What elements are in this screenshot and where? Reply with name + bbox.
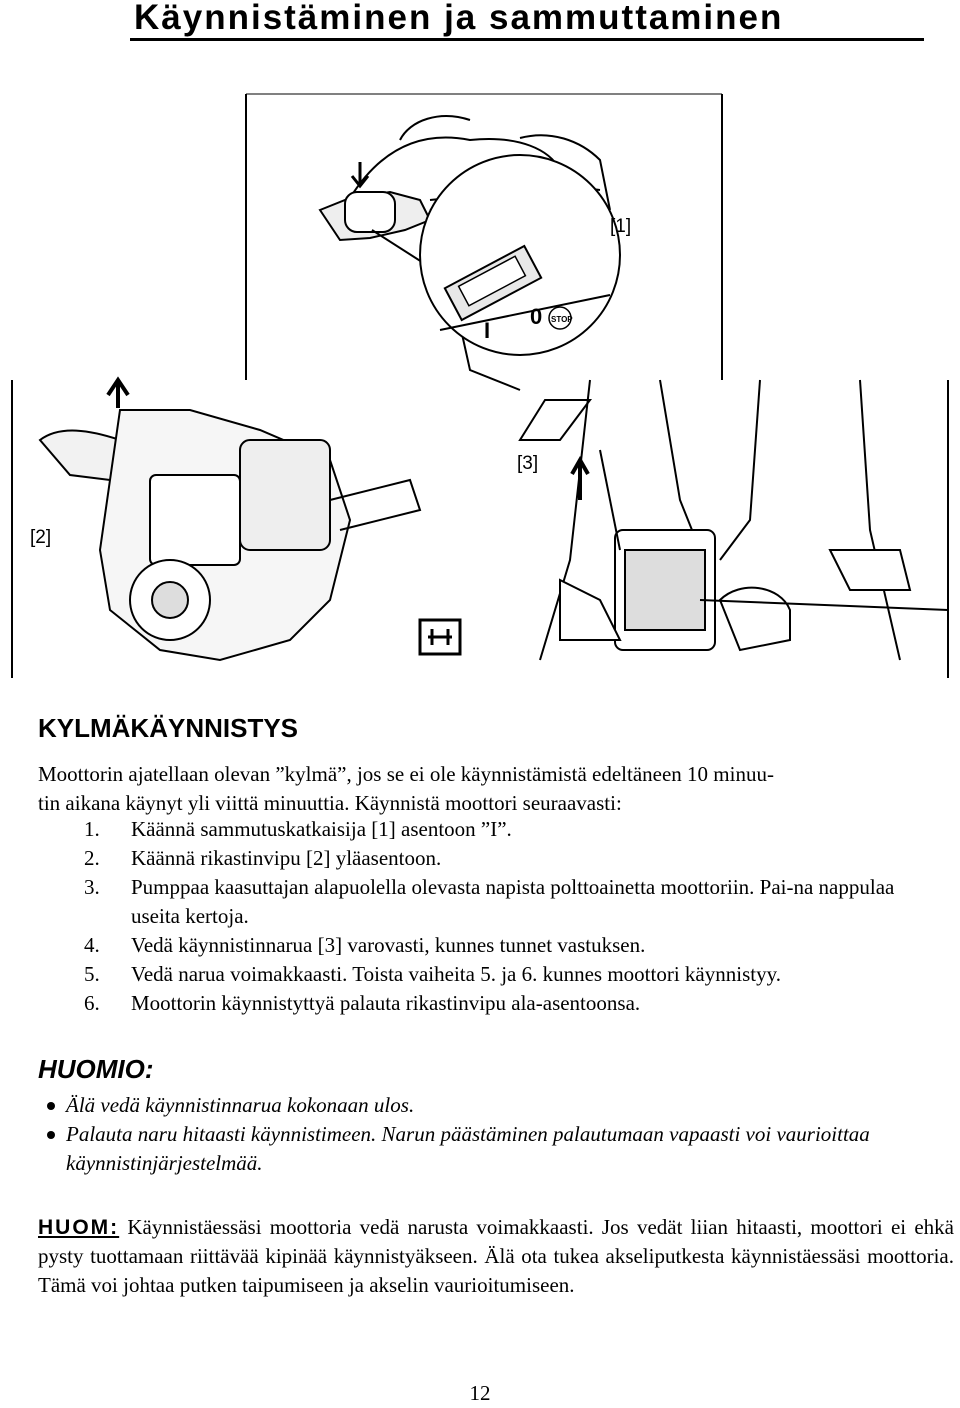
list-item: Palauta naru hitaasti käynnistimeen. Narun päästäminen palautumaan vapaasti voi vaurioittaa käynnistinjärjestelmää. <box>38 1120 938 1178</box>
stop-label: STOP <box>551 315 573 324</box>
starting-illustration <box>0 80 960 680</box>
callout-1: [1] <box>610 216 632 237</box>
list-item: Älä vedä käynnistinnarua kokonaan ulos. <box>38 1091 938 1120</box>
page-title-text: Käynnistäminen ja sammuttaminen <box>134 0 784 37</box>
list-item <box>84 960 944 989</box>
step-number: 2. <box>84 846 100 870</box>
warning-title: HUOMIO: <box>38 1054 154 1084</box>
switch-off-label: 0 <box>530 304 543 329</box>
note-paragraph <box>38 1213 954 1300</box>
list-item <box>84 844 944 873</box>
note-label: HUOM: <box>38 1216 120 1239</box>
warning-list <box>38 1091 938 1178</box>
list-item <box>84 989 944 1018</box>
list-item <box>84 931 944 960</box>
intro-line-2: tin aikana käynyt yli viittä minuuttia. Käynnistä moottori seuraavasti: <box>38 791 622 815</box>
page-title <box>130 0 924 41</box>
step-text: Käännä rikastinvipu [2] yläasentoon. <box>131 846 442 870</box>
step-text: Käännä sammutuskatkaisija [1] asentoon ”I”. <box>131 817 512 841</box>
callout-3: [3] <box>517 453 539 474</box>
steps-list <box>84 815 944 1018</box>
step-number: 3. <box>84 875 100 899</box>
list-item <box>84 873 944 931</box>
callout-2: [2] <box>30 527 52 548</box>
step-number: 4. <box>84 933 100 957</box>
engine-drawing <box>40 380 460 660</box>
step-number: 5. <box>84 962 100 986</box>
step-text: Vedä käynnistinnarua [3] varovasti, kunnes tunnet vastuksen. <box>131 933 646 957</box>
list-item <box>84 815 944 844</box>
section-title: KYLMÄKÄYNNISTYS <box>38 713 299 743</box>
step-text: Vedä narua voimakkaasti. Toista vaiheita 5. ja 6. kunnes moottori käynnistyy. <box>131 962 781 986</box>
switch-zoom-circle <box>420 155 620 355</box>
starter-pull-drawing <box>520 380 948 660</box>
note-text: Käynnistäessäsi moottoria vedä narusta voimakkaasti. Jos vedät liian hitaasti, moottori ei ehkä pysty tuottamaan riittävää kipinää käynnistyäkseen. Älä ota tukea akseliputkesta käynnistäessäsi moottoria. Tämä voi johtaa putken taipumiseen ja akselin vaurioitumiseen. <box>38 1215 954 1297</box>
switch-on-label: I <box>484 318 491 343</box>
step-number: 6. <box>84 991 100 1015</box>
step-number: 1. <box>84 817 100 841</box>
page-number: 12 <box>469 1381 491 1405</box>
step-text: Pumppaa kaasuttajan alapuolella olevasta napista polttoainetta moottoriin. Pai-na nappulaa useita kertoja. <box>131 875 895 928</box>
step-text: Moottorin käynnistyttyä palauta rikastinvipu ala-asentoonsa. <box>131 991 641 1015</box>
intro-line-1: Moottorin ajatellaan olevan ”kylmä”, jos se ei ole käynnistämistä edeltäneen 10 minuu- <box>38 762 774 786</box>
